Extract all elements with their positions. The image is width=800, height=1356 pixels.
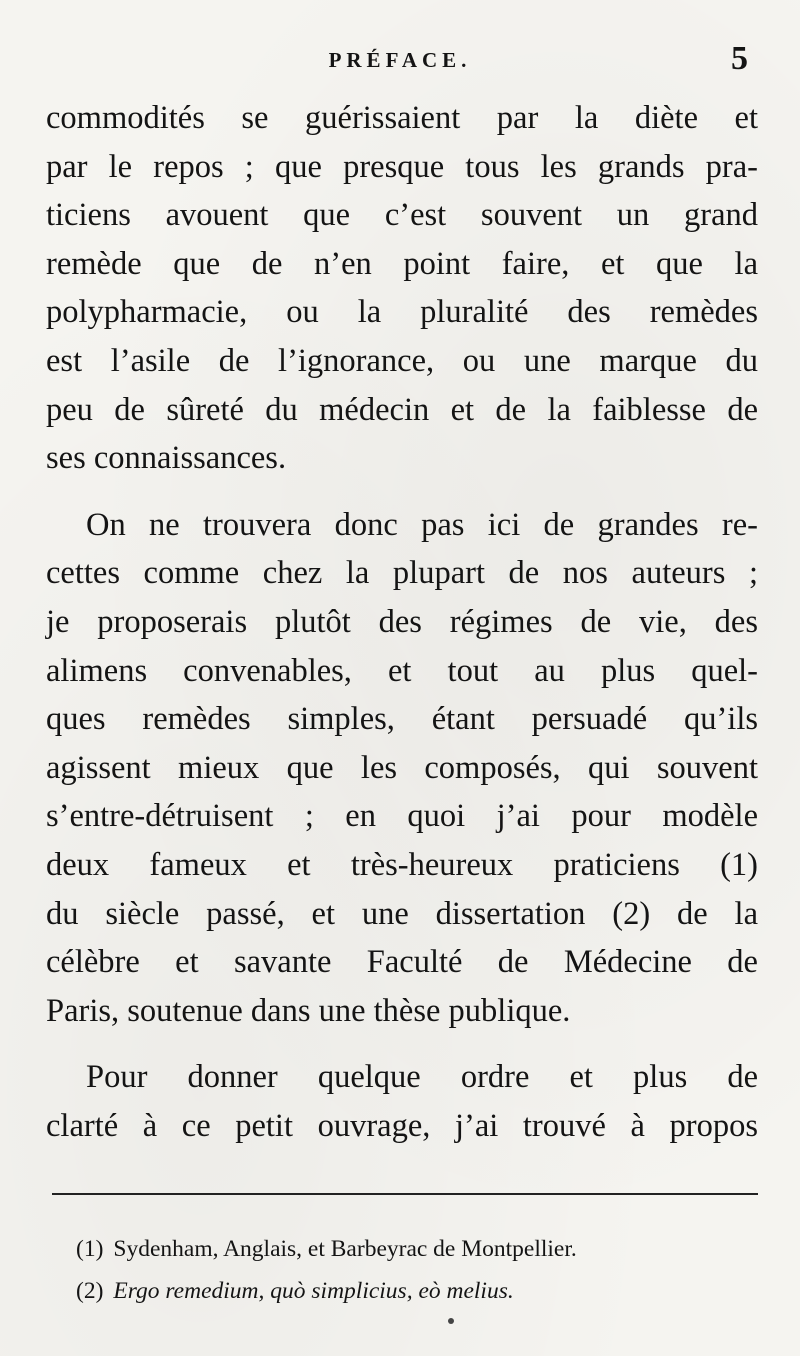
text-line: deux fameux et très-heureux praticiens (1) xyxy=(46,846,758,883)
text-line: Pour donner quelque ordre et plus de xyxy=(86,1059,758,1096)
text-line: ticiens avouent que c’est souvent un grand xyxy=(46,197,758,234)
page-number: 5 xyxy=(731,40,748,77)
text-line: alimens convenables, et tout au plus quel- xyxy=(46,652,758,689)
text-line: remède que de n’en point faire, et que la xyxy=(46,245,758,282)
paragraph-1 xyxy=(46,94,758,483)
text-line: cettes comme chez la plupart de nos auteurs ; xyxy=(46,555,758,592)
text-line: Paris, soutenue dans une thèse publique. xyxy=(46,992,571,1029)
text-line: s’entre-détruisent ; en quoi j’ai pour modèle xyxy=(46,798,758,835)
paragraph-2 xyxy=(46,501,758,1036)
paragraph-gap xyxy=(46,1035,758,1053)
text-line: célèbre et savante Faculté de Médecine de xyxy=(46,944,758,981)
text-line: clarté à ce petit ouvrage, j’ai trouvé à propos xyxy=(46,1107,758,1144)
text-line: du siècle passé, et une dissertation (2) de la xyxy=(46,895,758,932)
body-text xyxy=(46,94,758,1150)
text-line: peu de sûreté du médecin et de la faiblesse de xyxy=(46,391,758,428)
footnote-text: Sydenham, Anglais, et Barbeyrac de Montpellier. xyxy=(113,1236,577,1262)
footnote-text: Ergo remedium, quò simplicius, eò melius. xyxy=(113,1278,514,1304)
footnotes xyxy=(76,1228,766,1312)
ornament-dot xyxy=(448,1318,454,1324)
page-header xyxy=(0,40,800,84)
text-line: agissent mieux que les composés, qui souvent xyxy=(46,749,758,786)
footnote-mark: (2) xyxy=(76,1278,104,1304)
text-line: On ne trouvera donc pas ici de grandes re- xyxy=(86,506,758,543)
text-line: ses connaissances. xyxy=(46,440,287,477)
footnote-rule xyxy=(52,1193,758,1195)
text-line: est l’asile de l’ignorance, ou une marque du xyxy=(46,342,758,379)
text-line: commodités se guérissaient par la diète et xyxy=(46,100,758,136)
footnote-1 xyxy=(76,1228,766,1270)
footnote-2 xyxy=(76,1270,766,1312)
paragraph-gap xyxy=(46,483,758,501)
paragraph-3 xyxy=(46,1053,758,1150)
footnote-mark: (1) xyxy=(76,1236,104,1262)
text-line: je proposerais plutôt des régimes de vie, des xyxy=(46,603,758,640)
running-head: PRÉFACE. xyxy=(328,48,472,72)
text-line: ques remèdes simples, étant persuadé qu’ils xyxy=(46,701,758,738)
text-line: polypharmacie, ou la pluralité des remèdes xyxy=(46,294,758,331)
text-line: par le repos ; que presque tous les grands pra- xyxy=(46,148,758,185)
